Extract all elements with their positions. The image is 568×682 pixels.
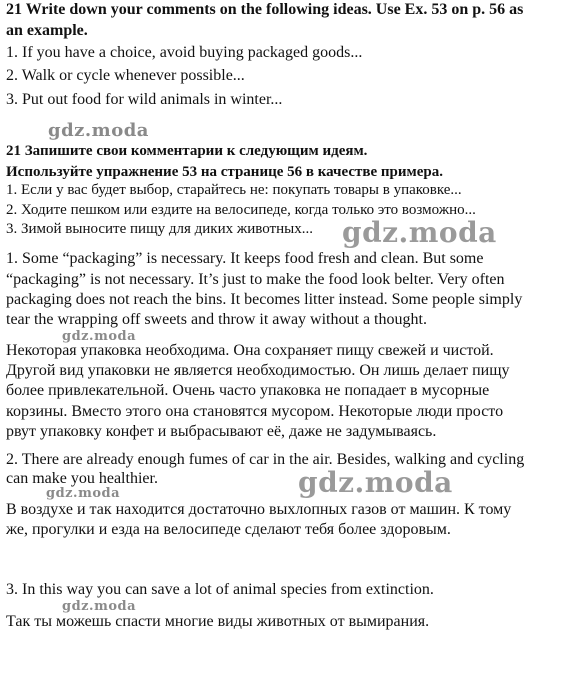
exercise-item-en: 2. Walk or cycle whenever possible... [6, 67, 245, 84]
watermark-text: gdz.moda [62, 599, 137, 614]
answer-1-en-line: tear the wrapping off sweets and throw it away without a thought. [6, 311, 427, 328]
watermark-text: gdz.moda [298, 466, 453, 499]
answer-3-en-line: 3. In this way you can save a lot of animal species from extinction. [6, 581, 434, 598]
exercise-heading-ru-line2: Используйте упражнение 53 на странице 56 в качестве примера. [6, 164, 443, 180]
answer-2-en-line: 2. There are already enough fumes of car in the air. Besides, walking and cycling [6, 451, 525, 468]
answer-1-en-line: “packaging” is not necessary. It’s just to make the food look belter. Very often [6, 271, 505, 288]
answer-3-ru-line: Так ты можешь спасти многие виды животных от вымирания. [6, 613, 430, 630]
answer-1-ru-line: Некоторая упаковка необходима. Она сохраняет пищу свежей и чистой. [6, 342, 494, 359]
answer-2-en-line: can make you healthier. [6, 470, 158, 487]
watermark-text: gdz.moda [62, 329, 137, 344]
answer-1-ru-line: рвут упаковку конфет и выбрасывают её, даже не задумываясь. [6, 423, 437, 440]
watermark-text: gdz.moda [48, 120, 149, 141]
answer-1-ru-line: корзины. Вместо этого она становятся мусором. Некоторые люди просто [6, 403, 504, 420]
answer-1-en-line: 1. Some “packaging” is necessary. It keeps food fresh and clean. But some [6, 250, 484, 267]
answer-1-en-line: packaging does not reach the bins. It becomes litter instead. Some people simply [6, 291, 523, 308]
answer-2-ru-line: В воздухе и так находится достаточно выхлопных газов от машин. К тому [6, 501, 512, 518]
exercise-item-ru: 2. Ходите пешком или ездите на велосипеде, когда только это возможно... [6, 202, 476, 218]
watermark-text: gdz.moda [46, 486, 121, 501]
exercise-item-en: 1. If you have a choice, avoid buying packaged goods... [6, 44, 363, 61]
answer-1-ru-line: более привлекательной. Очень часто упаковка не попадает в мусорные [6, 382, 490, 399]
exercise-item-en: 3. Put out food for wild animals in winter... [6, 91, 283, 108]
exercise-heading-en-line1: 21 Write down your comments on the following ideas. Use Ex. 53 on p. 56 as [6, 1, 524, 18]
answer-1-ru-line: Другой вид упаковки не является необходимостью. Он лишь делает пищу [6, 362, 510, 379]
exercise-item-ru: 3. Зимой выносите пищу для диких животных... [6, 221, 313, 237]
exercise-heading-ru-line1: 21 Запишите свои комментарии к следующим идеям. [6, 143, 368, 159]
answer-2-ru-line: же, прогулки и езда на велосипеде сделают тебя более здоровым. [6, 521, 451, 538]
exercise-item-ru: 1. Если у вас будет выбор, старайтесь не: покупать товары в упаковке... [6, 182, 462, 198]
watermark-text: gdz.moda [342, 216, 497, 249]
exercise-heading-en-line2: an example. [6, 22, 88, 39]
